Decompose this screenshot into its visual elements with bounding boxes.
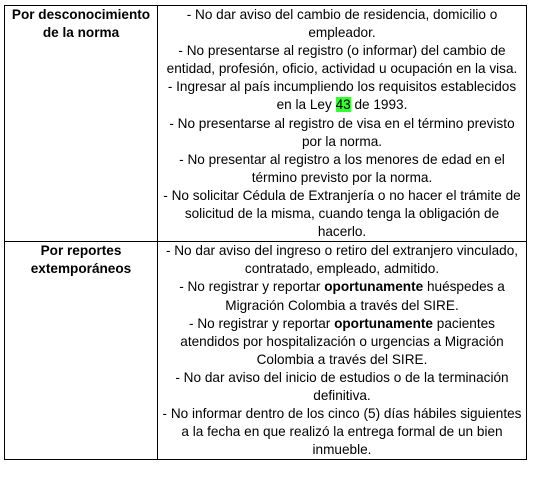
list-item: - No dar aviso del inicio de estudios o de la terminación definitiva.: [175, 369, 509, 403]
category-cell: [5, 242, 158, 460]
table-row: [5, 6, 527, 242]
list-item: - No presentar al registro a los menores de edad en el término previsto por la norma.: [179, 151, 505, 185]
list-item: - Ingresar al país incumpliendo los requisitos establecidos en la Ley 43 de 1993.: [167, 79, 517, 113]
items-cell: [158, 6, 527, 242]
list-item: - No registrar y reportar oportunamente pacientes atendidos por hospitalización o urgencias a Migración Colombia a través del SIRE.: [180, 315, 504, 367]
list-item: - No presentarse al registro de visa en el término previsto por la norma.: [169, 115, 515, 149]
list-item: - No registrar y reportar oportunamente huéspedes a Migración Colombia a través del SIRE.: [179, 279, 505, 313]
bold-text: oportunamente: [324, 279, 424, 295]
list-item: - No presentarse al registro (o informar) del cambio de entidad, profesión, oficio, actividad u ocupación en la visa.: [166, 43, 518, 77]
table-row: [5, 242, 527, 460]
category-label: Por reportes extemporáneos: [30, 243, 132, 277]
items-cell: [158, 242, 527, 460]
list-item: - No informar dentro de los cinco (5) días hábiles siguientes a la fecha en que realizó la entrega formal de un bien inmueble.: [162, 406, 522, 458]
bold-text: oportunamente: [334, 315, 433, 331]
list-item: - No dar aviso del ingreso o retiro del extranjero vinculado, contratado, empleado, admitido.: [165, 243, 519, 277]
infractions-table: [4, 5, 527, 460]
list-item: - No dar aviso del cambio de residencia, domicilio o empleador.: [186, 7, 498, 41]
category-cell: [5, 6, 158, 242]
highlighted-text: 43: [335, 97, 351, 113]
list-item: - No solicitar Cédula de Extranjería o no hacer el trámite de solicitud de la misma, cuando tenga la obligación de hacerlo.: [163, 187, 521, 240]
category-label: Por desconocimiento de la norma: [11, 7, 151, 41]
